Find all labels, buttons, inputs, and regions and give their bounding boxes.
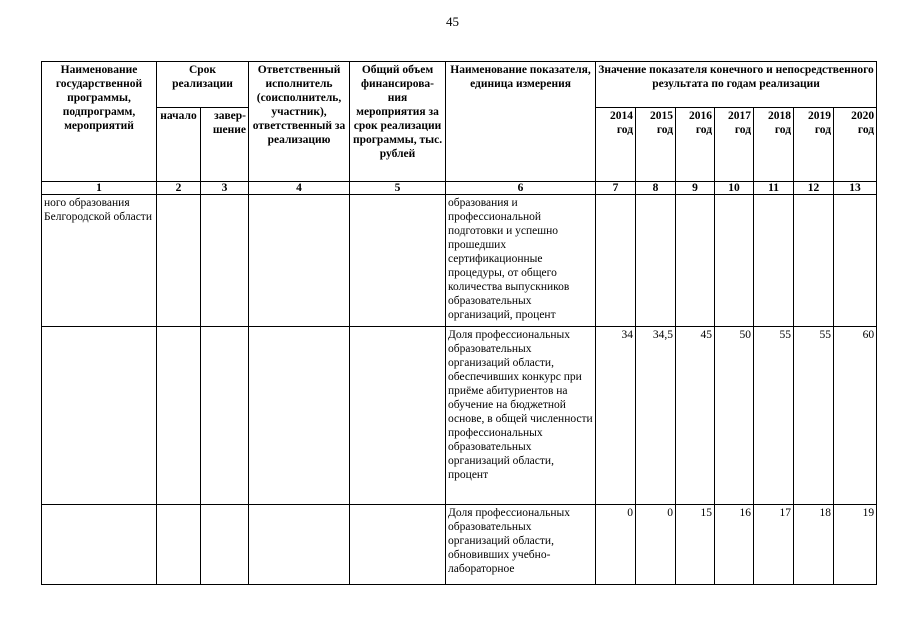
header-year: 2017 год	[715, 108, 754, 182]
column-numbers-row	[42, 182, 877, 195]
value-cell: 55	[794, 327, 834, 505]
column-number: 11	[754, 182, 794, 195]
table-row	[42, 327, 877, 505]
value-cell	[754, 195, 794, 327]
value-cell: 15	[676, 505, 715, 585]
column-number: 4	[249, 182, 350, 195]
column-number: 7	[596, 182, 636, 195]
empty-cell	[201, 327, 249, 505]
empty-cell	[157, 195, 201, 327]
table-row	[42, 195, 877, 327]
value-cell: 60	[834, 327, 877, 505]
value-cell: 19	[834, 505, 877, 585]
header-term: Срок реализации	[157, 62, 249, 108]
value-cell	[794, 195, 834, 327]
column-number: 8	[636, 182, 676, 195]
empty-cell	[157, 505, 201, 585]
indicator-cell: Доля профессиональных образовательных организаций области, обеспечивших конкурс при приёме абитуриентов на обучение на бюджетной основе, в общей численности профессиональных образовательных организаций области, процент	[446, 327, 596, 505]
indicator-cell: образования и профессиональной подготовки и успешно прошедших сертификационные процедуры, от общего количества выпускников образовательных организаций, процент	[446, 195, 596, 327]
indicator-cell: Доля профессиональных образовательных организаций области, обновивших учебно-лабораторное	[446, 505, 596, 585]
empty-cell	[249, 505, 350, 585]
empty-cell	[350, 195, 446, 327]
header-program-name: Наименование государственной программы, подпрограмм, мероприятий	[42, 62, 157, 182]
header-term-start: начало	[157, 108, 201, 182]
empty-cell	[201, 195, 249, 327]
header-funding: Общий объем финансирова-ния мероприятия за срок реализации программы, тыс. рублей	[350, 62, 446, 182]
column-number: 13	[834, 182, 877, 195]
program-cell	[42, 327, 157, 505]
column-number: 3	[201, 182, 249, 195]
value-cell: 0	[636, 505, 676, 585]
value-cell	[636, 195, 676, 327]
header-year: 2015 год	[636, 108, 676, 182]
empty-cell	[350, 505, 446, 585]
column-number: 12	[794, 182, 834, 195]
value-cell: 17	[754, 505, 794, 585]
value-cell: 50	[715, 327, 754, 505]
column-number: 2	[157, 182, 201, 195]
header-indicator: Наименование показателя, единица измерения	[446, 62, 596, 182]
value-cell: 16	[715, 505, 754, 585]
column-number: 9	[676, 182, 715, 195]
value-cell: 55	[754, 327, 794, 505]
value-cell	[596, 195, 636, 327]
value-cell: 0	[596, 505, 636, 585]
header-year: 2014 год	[596, 108, 636, 182]
table-row	[42, 505, 877, 585]
value-cell	[834, 195, 877, 327]
page-number: 45	[446, 14, 459, 29]
header-year: 2018 год	[754, 108, 794, 182]
header-year: 2019 год	[794, 108, 834, 182]
empty-cell	[157, 327, 201, 505]
empty-cell	[350, 327, 446, 505]
header-executor: Ответственный исполнитель (соисполнитель, участник), ответственный за реализацию	[249, 62, 350, 182]
program-cell	[42, 505, 157, 585]
value-cell: 34,5	[636, 327, 676, 505]
value-cell	[676, 195, 715, 327]
value-cell	[715, 195, 754, 327]
column-number: 1	[42, 182, 157, 195]
empty-cell	[249, 327, 350, 505]
header-year: 2020 год	[834, 108, 877, 182]
value-cell: 45	[676, 327, 715, 505]
header-values: Значение показателя конечного и непосредственного результата по годам реализации	[596, 62, 877, 108]
value-cell: 18	[794, 505, 834, 585]
column-number: 10	[715, 182, 754, 195]
value-cell: 34	[596, 327, 636, 505]
empty-cell	[249, 195, 350, 327]
header-term-end: завер-шение	[201, 108, 249, 182]
column-number: 6	[446, 182, 596, 195]
column-number: 5	[350, 182, 446, 195]
indicators-table	[41, 61, 877, 585]
header-year: 2016 год	[676, 108, 715, 182]
empty-cell	[201, 505, 249, 585]
program-cell: ного образования Белгородской области	[42, 195, 157, 327]
